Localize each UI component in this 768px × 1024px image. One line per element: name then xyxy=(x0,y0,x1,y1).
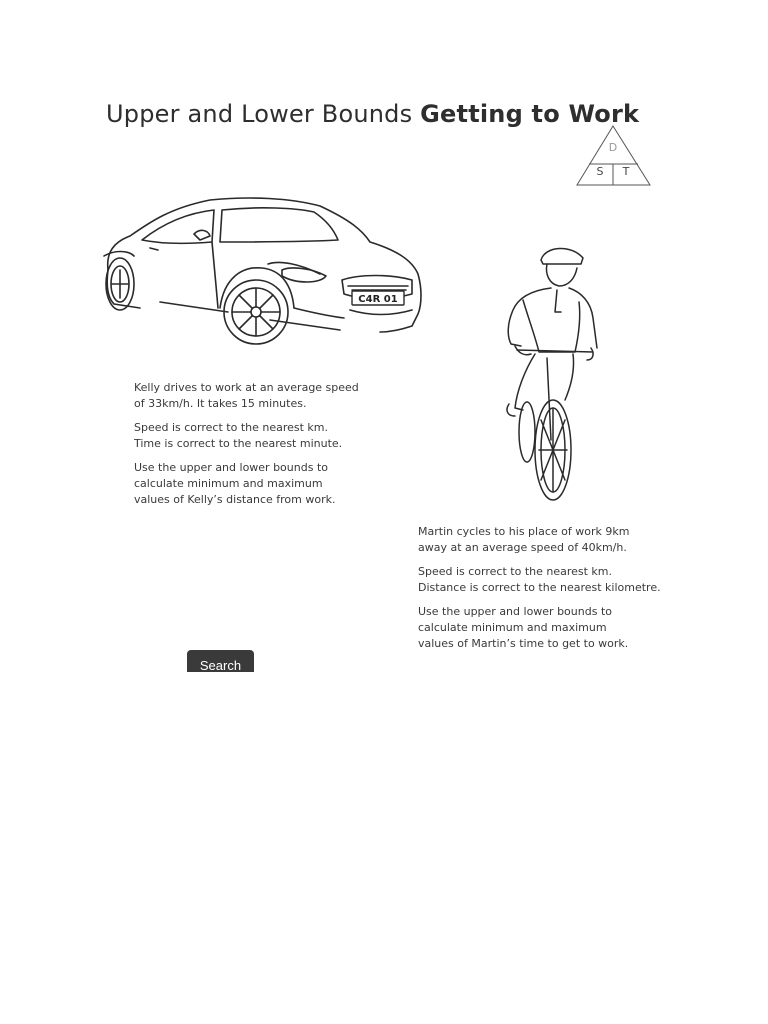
car-illustration xyxy=(100,190,430,350)
formula-triangle-icon xyxy=(575,124,653,188)
martin-paragraph-2: Speed is correct to the nearest km. Distance is correct to the nearest kilometre. xyxy=(418,565,661,594)
page-title xyxy=(106,100,639,128)
search-button[interactable]: Search xyxy=(187,650,254,672)
title-light: Upper and Lower Bounds xyxy=(106,100,413,128)
triangle-s: S xyxy=(596,165,604,178)
kelly-paragraph-1: Kelly drives to work at an average speed of 33km/h. It takes 15 minutes. xyxy=(134,381,359,410)
title-bold: Getting to Work xyxy=(420,100,640,128)
martin-paragraph-3: Use the upper and lower bounds to calculate minimum and maximum values of Martin’s time to get to work. xyxy=(418,605,629,650)
license-plate: C4R 01 xyxy=(358,294,398,305)
martin-problem xyxy=(418,524,668,660)
kelly-problem xyxy=(134,380,374,516)
kelly-paragraph-2: Speed is correct to the nearest km. Time is correct to the nearest minute. xyxy=(134,421,343,450)
cyclist-illustration xyxy=(495,240,605,508)
martin-paragraph-1: Martin cycles to his place of work 9km away at an average speed of 40km/h. xyxy=(418,525,630,554)
triangle-t: T xyxy=(622,165,630,178)
kelly-paragraph-3: Use the upper and lower bounds to calculate minimum and maximum values of Kelly’s distance from work. xyxy=(134,461,336,506)
triangle-d: D xyxy=(608,141,618,154)
